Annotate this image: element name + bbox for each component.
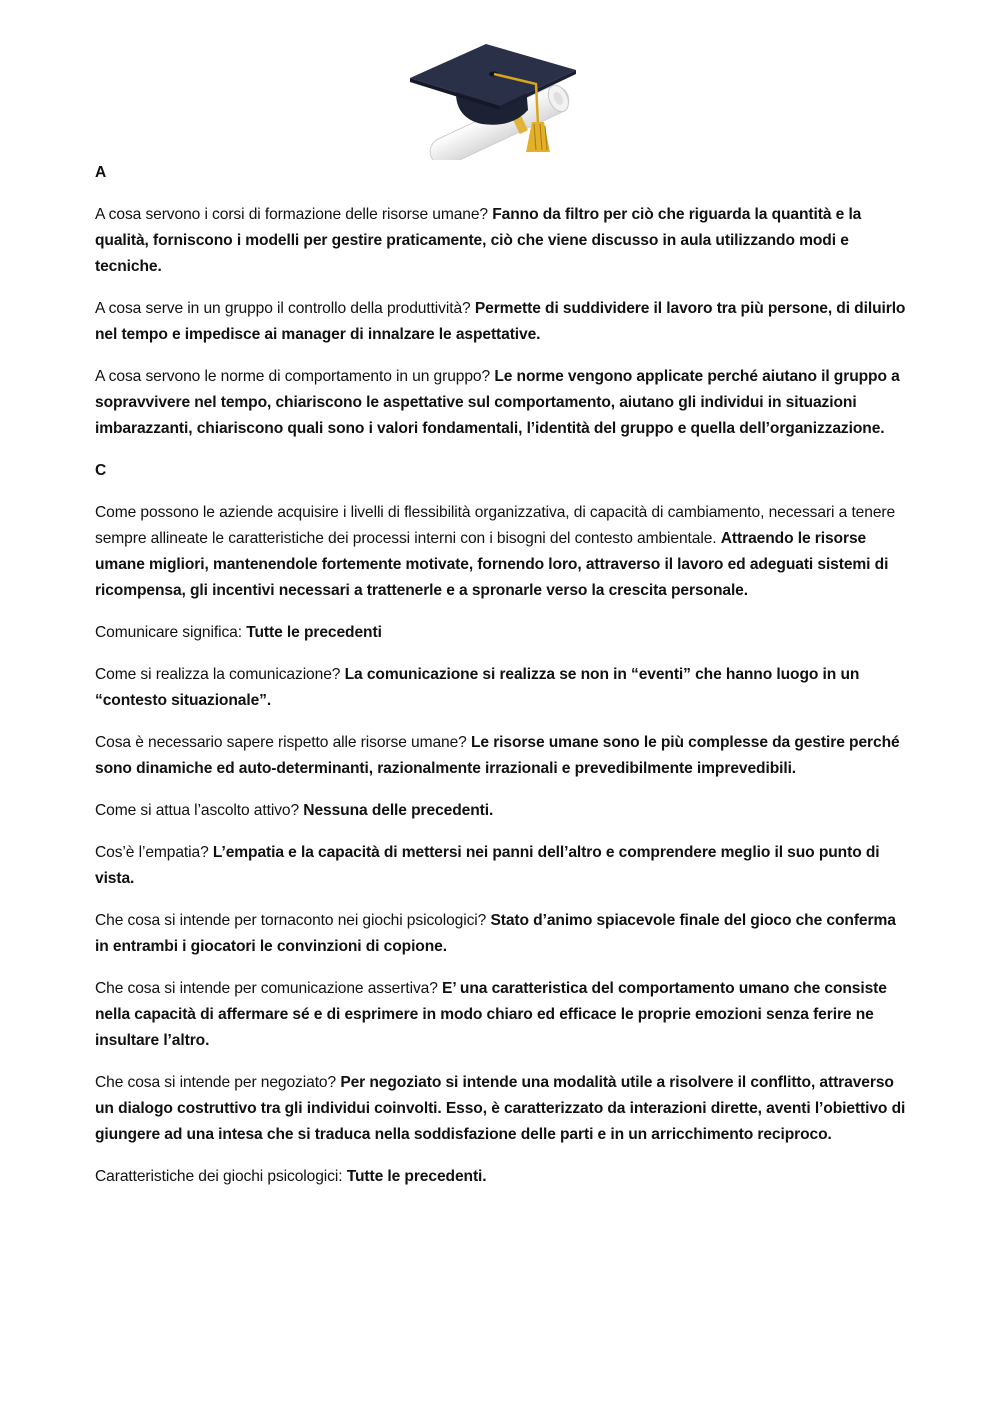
question: Caratteristiche dei giochi psicologici: (95, 1168, 343, 1185)
document-body (95, 160, 907, 1206)
qa-item (95, 202, 907, 280)
question: Cos’è l’empatia? (95, 844, 209, 861)
answer: Fanno da filtro per ciò che riguarda la quantità e la qualità, forniscono i modelli per gestire praticamente, ciò che viene discusso in aula utilizzando modi e tecniche. (95, 206, 862, 275)
qa-item (95, 620, 907, 646)
qa-item (95, 976, 907, 1054)
answer: Tutte le precedenti (246, 624, 382, 641)
qa-item (95, 662, 907, 714)
answer: L’empatia e la capacità di mettersi nei panni dell’altro e comprendere meglio il suo punto di vista. (95, 844, 880, 887)
qa-item (95, 296, 907, 348)
answer: Stato d’animo spiacevole finale del gioco che conferma in entrambi i giocatori le convinzioni di copione. (95, 912, 896, 955)
question: Come si realizza la comunicazione? (95, 666, 341, 683)
qa-item (95, 840, 907, 892)
qa-item (95, 1164, 907, 1190)
question: A cosa serve in un gruppo il controllo della produttività? (95, 300, 471, 317)
section-letter-a: A (95, 164, 107, 181)
qa-item (95, 908, 907, 960)
question: A cosa servono i corsi di formazione delle risorse umane? (95, 206, 488, 223)
question: A cosa servono le norme di comportamento in un gruppo? (95, 368, 491, 385)
answer: Permette di suddividere il lavoro tra più persone, di diluirlo nel tempo e impedisce ai manager di innalzare le aspettative. (95, 300, 906, 343)
answer: Le norme vengono applicate perché aiutano il gruppo a sopravvivere nel tempo, chiariscono le aspettative sul comportamento, aiutano gli individui in situazioni imbarazzanti, chiariscono quali sono i valori fondamentali, l’identità del gruppo e quella dell’organizzazione. (95, 368, 900, 437)
answer: Per negoziato si intende una modalità utile a risolvere il conflitto, attraverso un dialogo costruttivo tra gli individui coinvolti. Esso, è caratterizzato da interazioni dirette, aventi l’obiettivo di giungere ad una intesa che si traduca nella soddisfazione delle parti e in un arricchimento reciproco. (95, 1074, 906, 1143)
qa-item (95, 730, 907, 782)
answer: La comunicazione si realizza se non in “eventi” che hanno luogo in un “contesto situazionale”. (95, 666, 860, 709)
question: Come possono le aziende acquisire i livelli di flessibilità organizzativa, di capacità di cambiamento, necessari a tenere sempre allineate le caratteristiche dei processi interni con i bisogni del contesto ambientale. (95, 504, 896, 547)
qa-item (95, 1070, 907, 1148)
graduation-cap-diploma-icon (404, 40, 584, 160)
question: Come si attua l’ascolto attivo? (95, 802, 300, 819)
answer: Attraendo le risorse umane migliori, mantenendole fortemente motivate, fornendo loro, attraverso il lavoro ed adeguati sistemi di ricompensa, gli incentivi necessari a trattenerle e a spronarle verso la crescita personale. (95, 530, 889, 599)
question: Comunicare significa: (95, 624, 242, 641)
qa-item (95, 798, 907, 824)
answer: Tutte le precedenti. (346, 1168, 487, 1185)
question: Che cosa si intende per comunicazione assertiva? (95, 980, 438, 997)
question: Cosa è necessario sapere rispetto alle risorse umane? (95, 734, 467, 751)
answer: Le risorse umane sono le più complesse da gestire perché sono dinamiche ed auto-determinanti, razionalmente irrazionali e prevedibilmente imprevedibili. (95, 734, 900, 777)
answer: Nessuna delle precedenti. (303, 802, 494, 819)
answer: E’ una caratteristica del comportamento umano che consiste nella capacità di affermare sé e di esprimere in modo chiaro ed efficace le proprie emozioni senza ferire ne insultare l’altro. (95, 980, 887, 1049)
question: Che cosa si intende per tornaconto nei giochi psicologici? (95, 912, 487, 929)
section-letter-c: C (95, 462, 107, 479)
qa-item (95, 364, 907, 442)
question: Che cosa si intende per negoziato? (95, 1074, 337, 1091)
qa-item (95, 500, 907, 604)
